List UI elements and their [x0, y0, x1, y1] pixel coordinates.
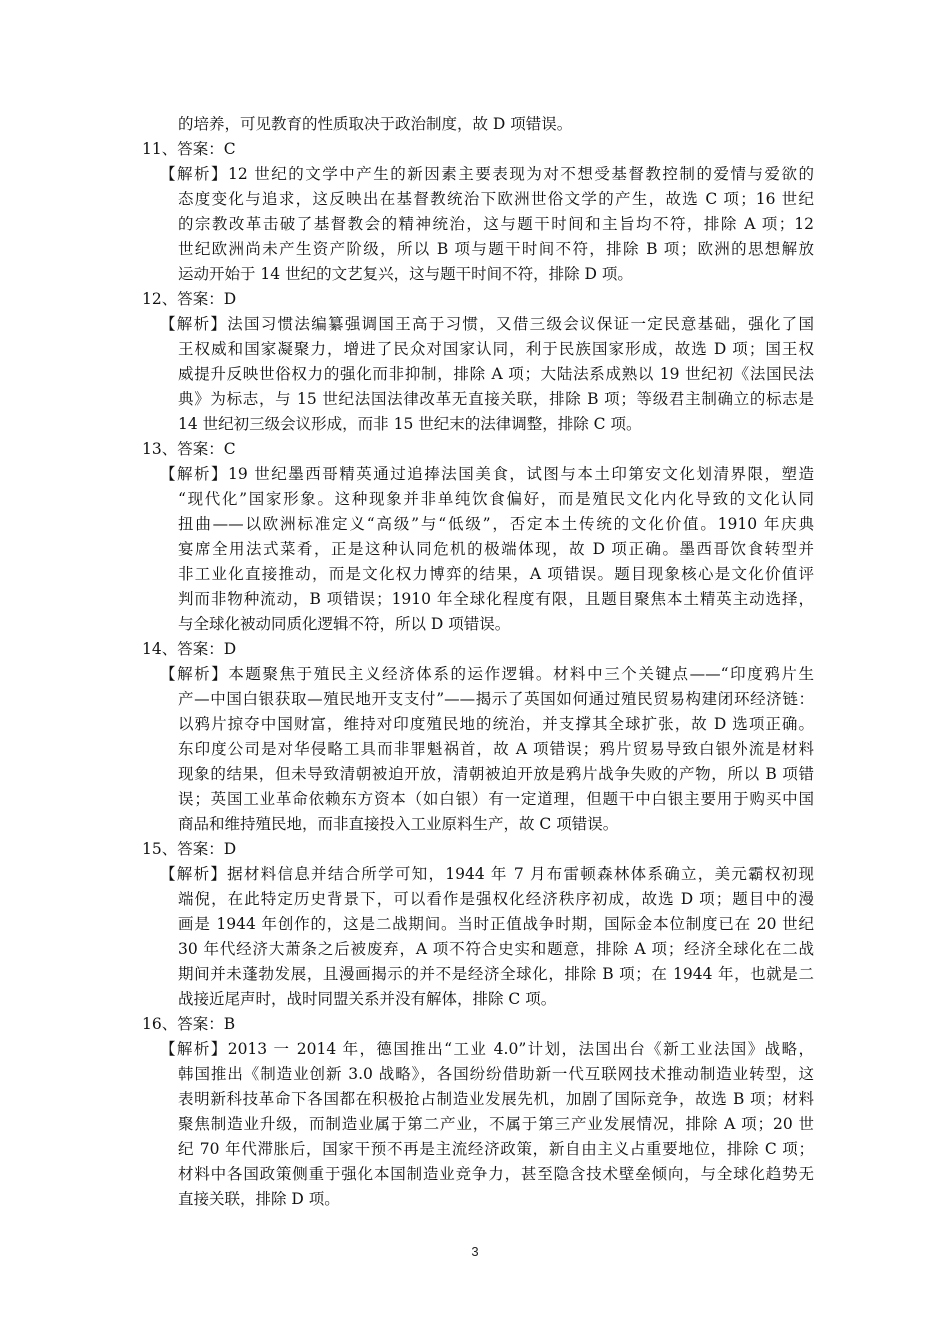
question-14: [142, 637, 814, 837]
explanation-line: 态度变化与追求，这反映出在基督教统治下欧洲世俗文学的产生，故选 C 项；16 世纪: [178, 190, 814, 208]
explanation-line: 威提升反映世俗权力的强化而非抑制，排除 A 项；大陆法系成熟以 19 世纪初《法国民法: [178, 365, 814, 383]
explanation-line: 运动开始于 14 世纪的文艺复兴，这与题干时间不符，排除 D 项。: [178, 265, 633, 283]
question-15: [142, 837, 814, 1012]
explanation-line: 材料中各国政策侧重于强化本国制造业竞争力，甚至隐含技术壁垒倾向，与全球化趋势无: [178, 1165, 814, 1183]
explanation-line: 东印度公司是对华侵略工具而非罪魁祸首，故 A 项错误；鸦片贸易导致白银外流是材料: [178, 740, 814, 758]
page-number: 3: [471, 1244, 479, 1259]
answer-label: 13、答案：C: [142, 440, 236, 458]
explanation-line: 期间并未蓬勃发展，且漫画揭示的并不是经济全球化，排除 B 项；在 1944 年，也就是二: [178, 965, 814, 983]
question-12: [142, 287, 814, 437]
explanation-line: 与全球化被动同质化逻辑不符，所以 D 项错误。: [178, 615, 511, 633]
explanation-line: 宴席全用法式菜肴，正是这种认同危机的极端体现，故 D 项正确。墨西哥饮食转型并: [178, 540, 814, 558]
explanation-line: 判而非物种流动，B 项错误；1910 年全球化程度有限，且题目聚焦本土精英主动选择，: [178, 590, 814, 608]
explanation-line: 战接近尾声时，战时同盟关系并没有解体，排除 C 项。: [178, 990, 557, 1008]
intro-line: 的培养，可见教育的性质取决于政治制度，故 D 项错误。: [178, 115, 573, 133]
explanation-line: 【解析】法国习惯法编纂强调国王高于习惯，又借三级会议保证一定民意基础，强化了国: [160, 315, 814, 333]
explanation-line: 的宗教改革击破了基督教会的精神统治，这与题干时间和主旨均不符，排除 A 项；12: [178, 215, 814, 233]
explanation-line: 扭曲——以欧洲标准定义“高级”与“低级”，否定本土传统的文化价值。1910 年庆典: [178, 515, 814, 533]
explanation-line: 直接关联，排除 D 项。: [178, 1190, 340, 1208]
explanation-line: 王权威和国家凝聚力，增进了民众对国家认同，利于民族国家形成，故选 D 项；国王权: [178, 340, 814, 358]
answer-label: 15、答案：D: [142, 840, 237, 858]
explanation-line: 现象的结果，但未导致清朝被迫开放，清朝被迫开放是鸦片战争失败的产物，所以 B 项错: [178, 765, 814, 783]
explanation-line: 纪 70 年代滞胀后，国家干预不再是主流经济政策，新自由主义占重要地位，排除 C 项；: [178, 1140, 814, 1158]
answer-label: 16、答案：B: [142, 1015, 236, 1033]
answer-label: 12、答案：D: [142, 290, 237, 308]
explanation-line: 误；英国工业革命依赖东方资本（如白银）有一定道理，但题干中白银主要用于购买中国: [178, 790, 814, 808]
answer-label: 11、答案：C: [142, 140, 236, 158]
explanation-line: 14 世纪初三级会议形成，而非 15 世纪末的法律调整，排除 C 项。: [178, 415, 642, 433]
explanation-line: 30 年代经济大萧条之后被废弃，A 项不符合史实和题意，排除 A 项；经济全球化在二战: [178, 940, 814, 958]
question-16: [142, 1012, 814, 1212]
explanation-line: 世纪欧洲尚未产生资产阶级，所以 B 项与题干时间不符，排除 B 项；欧洲的思想解放: [178, 240, 814, 258]
question-11: [142, 137, 814, 287]
explanation-line: 端倪，在此特定历史背景下，可以看作是强权化经济秩序初成，故选 D 项；题目中的漫: [178, 890, 814, 908]
answer-label: 14、答案：D: [142, 640, 237, 658]
explanation-line: 表明新科技革命下各国都在积极抢占制造业发展先机，加剧了国际竞争，故选 B 项；材料: [178, 1090, 814, 1108]
explanation-line: 典》为标志，与 15 世纪法国法律改革无直接关联，排除 B 项；等级君主制确立的标志是: [178, 390, 814, 408]
explanation-line: 以鸦片掠夺中国财富，维持对印度殖民地的统治，并支撑其全球扩张，故 D 选项正确。: [178, 715, 814, 733]
explanation-line: 【解析】据材料信息并结合所学可知，1944 年 7 月布雷顿森林体系确立，美元霸权初现: [160, 865, 814, 883]
explanation-line: 【解析】12 世纪的文学中产生的新因素主要表现为对不想受基督教控制的爱情与爱欲的: [160, 165, 814, 183]
explanation-line: 【解析】2013 一 2014 年，德国推出“工业 4.0”计划，法国出台《新工业法国》战略，: [160, 1040, 814, 1058]
question-13: [142, 437, 814, 637]
document-body: [142, 112, 814, 1212]
explanation-line: 画是 1944 年创作的，这是二战期间。当时正值战争时期，国际金本位制度已在 20 世纪: [178, 915, 814, 933]
explanation-line: 韩国推出《制造业创新 3.0 战略》，各国纷纷借助新一代互联网技术推动制造业转型，这: [178, 1065, 814, 1083]
explanation-line: 聚焦制造业升级，而制造业属于第二产业，不属于第三产业发展情况，排除 A 项；20 世: [178, 1115, 814, 1133]
explanation-line: 非工业化直接推动，而是文化权力博弈的结果，A 项错误。题目现象核心是文化价值评: [178, 565, 814, 583]
explanation-line: 产—中国白银获取—殖民地开支支付”——揭示了英国如何通过殖民贸易构建闭环经济链：: [178, 690, 814, 708]
explanation-line: 商品和维持殖民地，而非直接投入工业原料生产，故 C 项错误。: [178, 815, 619, 833]
explanation-line: 【解析】19 世纪墨西哥精英通过追捧法国美食，试图与本土印第安文化划清界限，塑造: [160, 465, 814, 483]
explanation-line: 【解析】本题聚焦于殖民主义经济体系的运作逻辑。材料中三个关键点——“印度鸦片生: [160, 665, 814, 683]
explanation-line: “现代化”国家形象。这种现象并非单纯饮食偏好，而是殖民文化内化导致的文化认同: [178, 490, 814, 508]
